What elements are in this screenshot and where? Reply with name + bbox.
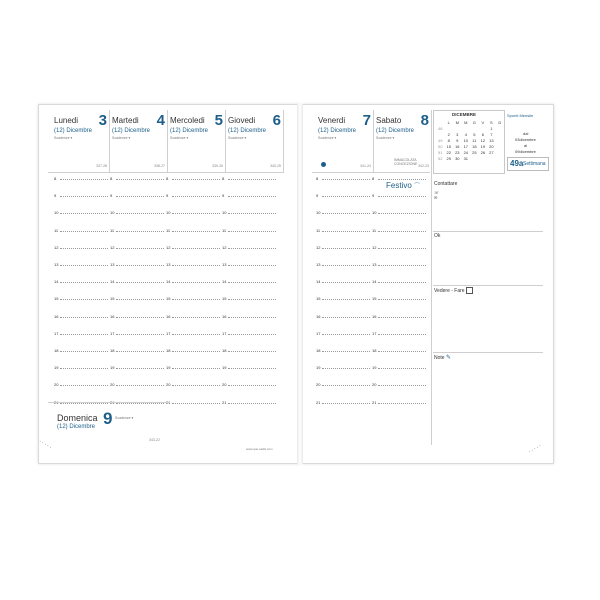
- sunday-number: 9: [103, 409, 113, 428]
- day-name: Mercoledi: [170, 116, 205, 125]
- festivo-text: Festivo: [386, 181, 412, 190]
- hour-label: 16: [166, 313, 171, 319]
- right-column-divider: [431, 110, 432, 445]
- hour-line[interactable]: [228, 403, 276, 404]
- hour-label: 16: [316, 313, 321, 319]
- day-note: Scadenze ▾: [228, 136, 247, 140]
- day-month: (12) Dicembre: [318, 128, 357, 134]
- day-note: Scadenze ▾: [376, 136, 395, 140]
- hour-label: 13: [166, 262, 171, 267]
- hour-label: 9: [166, 193, 169, 199]
- day-month: (12) Dicembre: [112, 128, 151, 134]
- hour-line[interactable]: [378, 368, 426, 369]
- hour-line[interactable]: [378, 179, 426, 180]
- section-contattare: [434, 172, 457, 200]
- calendar-cell[interactable]: 29: [446, 155, 451, 161]
- week-heading: Spunti Mensile: [507, 113, 534, 118]
- hour-line[interactable]: [172, 299, 220, 300]
- hour-label: 21: [316, 399, 321, 405]
- calendar-cell[interactable]: 19: [480, 143, 486, 149]
- week-line4: 09dicembre: [515, 149, 536, 154]
- hour-label: 20: [110, 382, 115, 388]
- hour-label: 15: [372, 296, 377, 302]
- hour-line[interactable]: [228, 282, 276, 283]
- day-name: Lunedi: [54, 116, 79, 125]
- hour-label: 18: [110, 348, 115, 353]
- hour-line[interactable]: [378, 385, 426, 386]
- section-vedere: [434, 287, 473, 294]
- contattare-label: Contattare: [434, 181, 458, 187]
- weekday-label: L: [447, 119, 450, 125]
- hour-line[interactable]: [378, 213, 426, 214]
- hour-label: 16: [54, 313, 59, 319]
- hour-line[interactable]: [322, 317, 370, 318]
- hour-label: 21: [372, 399, 377, 405]
- hour-label: 18: [222, 348, 227, 353]
- calendar-cell[interactable]: 16: [455, 143, 460, 149]
- calendar-cell[interactable]: [479, 155, 488, 161]
- calendar-cell[interactable]: 24: [463, 149, 469, 155]
- vedere-rule: [433, 352, 543, 353]
- hour-line[interactable]: [228, 368, 276, 369]
- hour-label: 16: [222, 313, 227, 319]
- hour-label: 10: [316, 210, 321, 216]
- day-name: Sabato: [376, 116, 402, 125]
- week-line1: dal: [523, 131, 529, 136]
- hour-label: 14: [372, 279, 377, 285]
- calendar-cell[interactable]: 3: [456, 131, 459, 137]
- hour-line[interactable]: [116, 265, 164, 266]
- hour-label: 9: [316, 193, 319, 199]
- day-number: 5: [214, 112, 223, 129]
- day-number: 3: [98, 112, 107, 129]
- day-column-divider: [283, 110, 284, 172]
- hour-label: 12: [166, 244, 171, 250]
- day-note: Scadenze ▾: [170, 136, 189, 140]
- binding-gutter: [297, 104, 303, 464]
- festivo-label: [386, 181, 420, 190]
- hour-line[interactable]: [322, 351, 370, 352]
- hour-line[interactable]: [116, 351, 164, 352]
- hour-label: 12: [372, 244, 377, 250]
- hour-line[interactable]: [116, 299, 164, 300]
- hour-label: 19: [372, 365, 377, 371]
- hour-line[interactable]: [378, 351, 426, 352]
- day-number: 8: [420, 112, 429, 129]
- hour-label: 19: [222, 365, 227, 371]
- week-number-box: [507, 157, 549, 171]
- calendar-cell[interactable]: 11: [472, 137, 477, 143]
- calendar-grid: [436, 119, 504, 161]
- calendar-cell[interactable]: 23: [455, 149, 460, 155]
- sunday-note: Scadenze ▾: [115, 416, 134, 420]
- week-number: 49a: [510, 159, 524, 168]
- hour-label: 13: [222, 262, 227, 267]
- hour-line[interactable]: [60, 282, 108, 283]
- checkbox-icon: [466, 287, 473, 294]
- right-day-header: [316, 110, 373, 170]
- section-ok: Ok: [434, 233, 441, 239]
- hour-line[interactable]: [172, 231, 220, 232]
- sunday-name: Domenica: [57, 413, 98, 423]
- ok-rule: [433, 285, 543, 286]
- calendar-cell[interactable]: 17: [463, 143, 469, 149]
- hour-line[interactable]: [60, 299, 108, 300]
- festivo-icon: ⌒: [414, 184, 421, 190]
- hour-line[interactable]: [228, 385, 276, 386]
- day-note: Scadenze ▾: [112, 136, 131, 140]
- note-label: Note: [434, 355, 445, 361]
- corner-dots-right: ·····: [527, 442, 544, 456]
- calendar-cell[interactable]: 25: [472, 149, 477, 155]
- calendar-cell[interactable]: 4: [464, 131, 467, 137]
- hour-label: 11: [54, 227, 59, 233]
- hour-line[interactable]: [228, 179, 276, 180]
- hour-label: 11: [166, 227, 171, 233]
- hour-label: 20: [316, 382, 321, 388]
- footer-url: www.quo-vadis.com: [246, 447, 273, 451]
- hour-line[interactable]: [172, 265, 220, 266]
- hour-label: 14: [222, 279, 227, 285]
- hour-label: 18: [54, 348, 59, 353]
- hour-label: 15: [110, 296, 115, 302]
- calendar-cell[interactable]: 20: [489, 143, 494, 149]
- hour-label: 14: [316, 279, 321, 285]
- hour-label: 17: [372, 330, 377, 336]
- hour-line[interactable]: [322, 385, 370, 386]
- hour-label: 11: [222, 227, 227, 233]
- mini-calendar: [433, 110, 505, 174]
- hour-line[interactable]: [322, 213, 370, 214]
- corner-dots-left: ·····: [37, 438, 54, 452]
- hour-line[interactable]: [228, 213, 276, 214]
- sunday-rule: [48, 402, 170, 403]
- day-name: Martedi: [112, 116, 139, 125]
- calendar-cell[interactable]: 22: [446, 149, 451, 155]
- hour-label: 17: [316, 330, 321, 336]
- calendar-title: DICEMBRE: [452, 112, 477, 117]
- hour-line[interactable]: [228, 248, 276, 249]
- left-day-header: [52, 110, 109, 170]
- day-note: Scadenze ▾: [318, 136, 337, 140]
- calendar-cell[interactable]: 12: [480, 137, 486, 143]
- bullet-dot: [321, 162, 326, 167]
- hour-line[interactable]: [378, 265, 426, 266]
- day-month: (12) Dicembre: [54, 128, 93, 134]
- hour-label: 14: [110, 279, 115, 285]
- hour-label: 13: [372, 262, 377, 267]
- hour-label: 12: [110, 244, 115, 250]
- hour-line[interactable]: [172, 213, 220, 214]
- immacolata-label: IMMACOLATA CONCEZIONE: [394, 158, 418, 166]
- hour-label: 11: [372, 227, 377, 233]
- hour-label: 17: [54, 330, 59, 336]
- calendar-cell[interactable]: 30: [455, 155, 460, 161]
- hour-label: 16: [110, 313, 115, 319]
- hour-line[interactable]: [378, 317, 426, 318]
- hour-label: 10: [372, 210, 377, 216]
- hour-line[interactable]: [116, 385, 164, 386]
- calendar-cell[interactable]: 1: [490, 125, 493, 131]
- calendar-cell[interactable]: 9: [456, 137, 459, 143]
- day-code: 338-27: [154, 164, 165, 168]
- left-day-header: [110, 110, 167, 170]
- hour-label: 8: [110, 176, 113, 181]
- hour-line[interactable]: [322, 231, 370, 232]
- hour-line[interactable]: [116, 282, 164, 283]
- left-day-header: [226, 110, 283, 170]
- hour-line[interactable]: [60, 213, 108, 214]
- hour-label: 17: [222, 330, 227, 336]
- hour-line[interactable]: [60, 179, 108, 180]
- hour-label: 9: [110, 193, 113, 199]
- day-month: (12) Dicembre: [228, 128, 267, 134]
- hour-label: 9: [222, 193, 225, 199]
- hour-line[interactable]: [322, 248, 370, 249]
- hour-label: 11: [316, 227, 321, 233]
- hour-label: 19: [316, 365, 321, 371]
- hour-line[interactable]: [378, 196, 426, 197]
- weekday-label: V: [481, 119, 485, 125]
- hour-line[interactable]: [172, 248, 220, 249]
- hour-line[interactable]: [378, 282, 426, 283]
- hour-label: 18: [372, 348, 377, 353]
- calendar-cell[interactable]: 10: [463, 137, 469, 143]
- hour-label: 15: [166, 296, 171, 302]
- hour-line[interactable]: [172, 317, 220, 318]
- hour-line[interactable]: [228, 196, 276, 197]
- hour-label: 20: [222, 382, 227, 388]
- hour-label: 10: [222, 210, 227, 216]
- calendar-cell[interactable]: [470, 155, 479, 161]
- hour-label: 21: [222, 399, 227, 405]
- hour-line[interactable]: [116, 213, 164, 214]
- hour-label: 8: [222, 176, 225, 181]
- left-header-rule: [48, 172, 284, 173]
- week-line3: al: [524, 143, 528, 148]
- hour-line[interactable]: [116, 196, 164, 197]
- hour-label: 8: [54, 176, 57, 181]
- hour-label: 15: [222, 296, 227, 302]
- hour-line[interactable]: [172, 385, 220, 386]
- hour-label: 8: [166, 176, 169, 181]
- hour-line[interactable]: [228, 317, 276, 318]
- hour-label: 13: [54, 262, 59, 267]
- day-number: 4: [156, 112, 165, 129]
- day-number: 6: [272, 112, 281, 129]
- hour-label: 8: [372, 176, 375, 181]
- hour-label: 17: [166, 330, 171, 336]
- hour-label: 18: [316, 348, 321, 353]
- hour-line[interactable]: [172, 282, 220, 283]
- calendar-cell[interactable]: 5: [473, 131, 476, 137]
- day-code: 342-23: [418, 164, 429, 168]
- calendar-cell[interactable]: 50: [438, 143, 443, 149]
- hour-label: 19: [110, 365, 115, 371]
- calendar-cell[interactable]: 7: [490, 131, 493, 137]
- hour-label: 19: [166, 365, 171, 371]
- calendar-cell[interactable]: 6: [481, 131, 484, 137]
- hour-line[interactable]: [116, 368, 164, 369]
- day-code: 339-26: [212, 164, 223, 168]
- hour-line[interactable]: [116, 248, 164, 249]
- calendar-cell[interactable]: 18: [472, 143, 477, 149]
- hour-line[interactable]: [378, 334, 426, 335]
- hour-line[interactable]: [172, 351, 220, 352]
- hour-label: 13: [110, 262, 115, 267]
- calendar-cell[interactable]: 49: [438, 137, 443, 143]
- hour-label: 13: [316, 262, 321, 267]
- hour-label: 20: [54, 382, 59, 388]
- weekday-label: S: [490, 119, 493, 125]
- section-note: [434, 354, 451, 361]
- calendar-cell[interactable]: 26: [480, 149, 486, 155]
- day-code: 337-28: [96, 164, 107, 168]
- day-code: 340-25: [270, 164, 281, 168]
- hour-label: 18: [166, 348, 171, 353]
- hour-line[interactable]: [322, 334, 370, 335]
- hour-line[interactable]: [378, 231, 426, 232]
- hour-line[interactable]: [172, 179, 220, 180]
- day-month: (12) Dicembre: [376, 128, 415, 134]
- hour-line[interactable]: [60, 351, 108, 352]
- hour-line[interactable]: [322, 265, 370, 266]
- sunday-month: (12) Dicembre: [57, 424, 96, 430]
- hour-line[interactable]: [60, 196, 108, 197]
- calendar-cell[interactable]: 52: [438, 155, 443, 161]
- hour-line[interactable]: [378, 248, 426, 249]
- hour-label: 8: [316, 176, 319, 181]
- hour-label: 12: [222, 244, 227, 250]
- hour-label: 12: [316, 244, 321, 250]
- vedere-label: Vedere - Fare: [434, 287, 465, 294]
- hour-line[interactable]: [116, 317, 164, 318]
- hour-label: 15: [316, 296, 321, 302]
- day-note: Scadenze ▾: [54, 136, 73, 140]
- hour-line[interactable]: [60, 368, 108, 369]
- sunday-header: [41, 404, 169, 444]
- weekday-label: D: [498, 119, 502, 125]
- hour-label: 10: [54, 210, 59, 216]
- hour-line[interactable]: [172, 334, 220, 335]
- weekday-label: M: [464, 119, 468, 125]
- week-box: [505, 110, 549, 172]
- day-name: Venerdi: [318, 116, 346, 125]
- hour-label: 14: [166, 279, 171, 285]
- week-label: Settimana: [523, 161, 546, 167]
- hour-line[interactable]: [228, 299, 276, 300]
- hour-line[interactable]: [60, 317, 108, 318]
- weekday-label: G: [472, 119, 476, 125]
- hour-label: 17: [110, 330, 115, 336]
- hour-label: 12: [54, 244, 59, 250]
- hour-line[interactable]: [60, 231, 108, 232]
- hour-line[interactable]: [322, 196, 370, 197]
- pencil-icon: ✎: [445, 355, 451, 361]
- calendar-cell[interactable]: 15: [446, 143, 451, 149]
- right-header-rule: [312, 172, 430, 173]
- hour-line[interactable]: [322, 282, 370, 283]
- calendar-cell[interactable]: 48: [438, 125, 443, 131]
- hour-label: 14: [54, 279, 59, 285]
- hour-line[interactable]: [322, 179, 370, 180]
- phone-icon: ☏ ✉: [434, 190, 440, 200]
- hour-line[interactable]: [322, 299, 370, 300]
- hour-line[interactable]: [378, 299, 426, 300]
- hour-line[interactable]: [60, 248, 108, 249]
- calendar-cell[interactable]: [487, 155, 496, 161]
- hour-line[interactable]: [60, 334, 108, 335]
- hour-line[interactable]: [228, 231, 276, 232]
- hour-label: 20: [372, 382, 377, 388]
- sunday-code: 343-22: [149, 438, 160, 442]
- hour-line[interactable]: [322, 403, 370, 404]
- contattare-rule: [433, 231, 543, 232]
- hour-line[interactable]: [60, 265, 108, 266]
- day-month: (12) Dicembre: [170, 128, 209, 134]
- hour-line[interactable]: [378, 403, 426, 404]
- hour-label: 9: [372, 193, 375, 199]
- hour-label: 10: [166, 210, 171, 216]
- hour-line[interactable]: [116, 179, 164, 180]
- hour-label: 15: [54, 296, 59, 302]
- hour-line[interactable]: [172, 196, 220, 197]
- hour-label: 10: [110, 210, 115, 216]
- hour-line[interactable]: [228, 334, 276, 335]
- hour-line[interactable]: [116, 334, 164, 335]
- hour-line[interactable]: [228, 265, 276, 266]
- day-name: Giovedi: [228, 116, 256, 125]
- calendar-cell[interactable]: 8: [447, 137, 450, 143]
- hour-line[interactable]: [172, 368, 220, 369]
- left-day-header: [168, 110, 225, 170]
- hour-line[interactable]: [60, 385, 108, 386]
- day-number: 7: [362, 112, 371, 129]
- hour-line[interactable]: [116, 231, 164, 232]
- hour-line[interactable]: [322, 368, 370, 369]
- week-line2: 03dicembre: [515, 137, 536, 142]
- hour-line[interactable]: [228, 351, 276, 352]
- calendar-cell[interactable]: 13: [489, 137, 494, 143]
- hour-label: 9: [54, 193, 57, 199]
- calendar-cell[interactable]: 27: [489, 149, 494, 155]
- hour-label: 16: [372, 313, 377, 319]
- hour-line[interactable]: [172, 403, 220, 404]
- hour-label: 19: [54, 365, 59, 371]
- hour-label: 11: [110, 227, 115, 233]
- calendar-cell[interactable]: 2: [447, 131, 450, 137]
- calendar-cell[interactable]: 31: [463, 155, 469, 161]
- weekday-label: M: [455, 119, 459, 125]
- calendar-cell[interactable]: 51: [438, 149, 443, 155]
- hour-label: 20: [166, 382, 171, 388]
- day-code: 341-24: [360, 164, 371, 168]
